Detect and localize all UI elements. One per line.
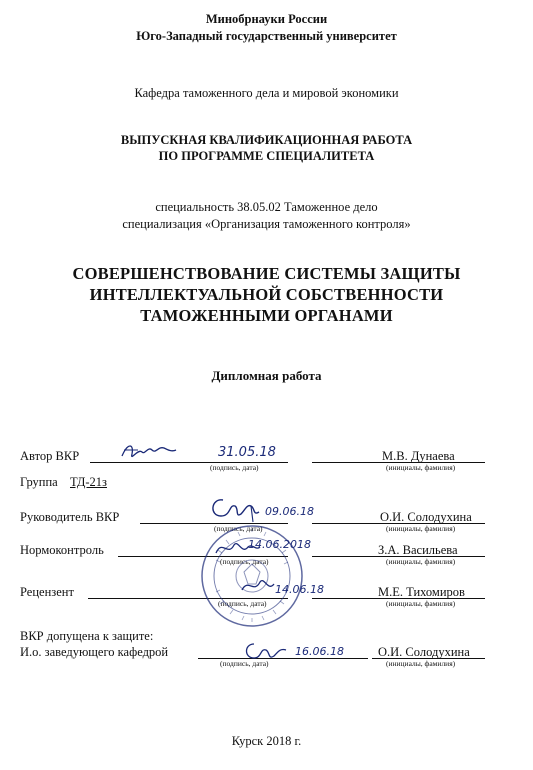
author-date: 31.05.18	[218, 445, 276, 460]
department: Кафедра таможенного дела и мировой экономики	[134, 86, 399, 100]
normcontrol-name: З.А. Васильева	[378, 543, 458, 557]
work-type-line2: ПО ПРОГРАММЕ СПЕЦИАЛИТЕТА	[158, 149, 375, 163]
reviewer-sign-caption: (подпись, дата)	[218, 599, 267, 608]
city-year: Курск 2018 г.	[231, 734, 302, 748]
admission-label: ВКР допущена к защите:	[20, 629, 154, 643]
supervisor-name-caption: (инициалы, фамилия)	[386, 524, 456, 533]
work-type-line1: ВЫПУСКНАЯ КВАЛИФИКАЦИОННАЯ РАБОТА	[120, 133, 413, 147]
supervisor-label: Руководитель ВКР	[20, 510, 120, 524]
round-stamp-icon	[196, 520, 308, 632]
author-sign-caption: (подпись, дата)	[210, 463, 259, 472]
reviewer-date: 14.06.18	[275, 583, 324, 596]
normcontrol-label: Нормоконтроль	[20, 543, 104, 557]
reviewer-label: Рецензент	[20, 585, 74, 599]
normcontrol-name-caption: (инициалы, фамилия)	[386, 557, 456, 566]
group-value: ТД-21з	[70, 475, 107, 489]
reviewer-name-caption: (инициалы, фамилия)	[386, 599, 456, 608]
admission-sign-caption: (подпись, дата)	[220, 659, 269, 668]
specialty-line1: специальность 38.05.02 Таможенное дело	[155, 200, 378, 214]
supervisor-date: 09.06.18	[265, 505, 314, 518]
admission-date: 16.06.18	[295, 645, 344, 658]
author-label: Автор ВКР	[20, 449, 80, 463]
document-subtitle: Дипломная работа	[211, 368, 322, 383]
normcontrol-sign-caption: (подпись, дата)	[220, 557, 269, 566]
head-of-department-label: И.о. заведующего кафедрой	[20, 645, 169, 659]
supervisor-sign-caption: (подпись, дата)	[214, 524, 263, 533]
author-name: М.В. Дунаева	[382, 449, 455, 463]
university: Юго-Западный государственный университет	[136, 29, 397, 43]
thesis-title-line3: ТАМОЖЕННЫМИ ОРГАНАМИ	[140, 306, 393, 325]
ministry: Минобрнауки России	[205, 12, 328, 26]
reviewer-name: М.Е. Тихомиров	[378, 585, 465, 599]
author-name-caption: (инициалы, фамилия)	[386, 463, 456, 472]
admission-name: О.И. Солодухина	[378, 645, 470, 659]
thesis-title-line1: СОВЕРШЕНСТВОВАНИЕ СИСТЕМЫ ЗАЩИТЫ	[72, 264, 461, 283]
specialty-line2: специализация «Организация таможенного контроля»	[122, 217, 411, 231]
group-label: Группа	[20, 475, 58, 489]
normcontrol-date: 14.06.2018	[248, 538, 311, 551]
thesis-title-line2: ИНТЕЛЛЕКТУАЛЬНОЙ СОБСТВЕННОСТИ	[89, 285, 444, 304]
admission-name-caption: (инициалы, фамилия)	[386, 659, 456, 668]
author-signature	[118, 436, 178, 466]
supervisor-name: О.И. Солодухина	[380, 510, 472, 524]
